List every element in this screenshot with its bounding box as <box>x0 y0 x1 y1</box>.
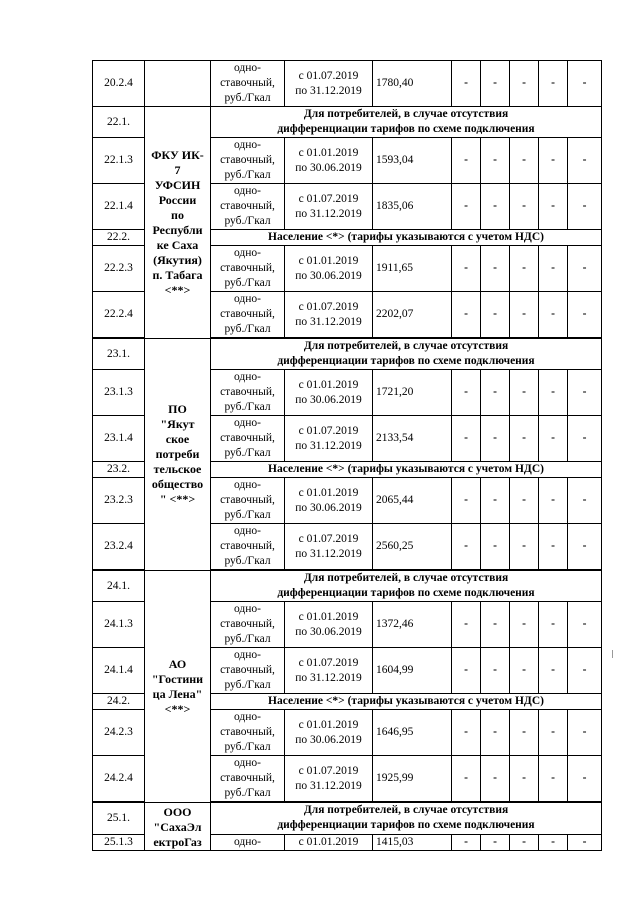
tariff-value: 1593,04 <box>373 138 452 184</box>
dash-cell: - <box>481 710 510 756</box>
row-number: 24.2. <box>93 694 145 710</box>
dash-cell: - <box>452 602 481 648</box>
period-cell: с 01.07.2019 по 31.12.2019 <box>285 292 373 338</box>
unit-cell: одно- ставочный, руб./Гкал <box>211 246 285 292</box>
unit-cell: одно- <box>211 834 285 850</box>
period-cell: с 01.07.2019 по 31.12.2019 <box>285 756 373 802</box>
dash-cell: - <box>510 478 539 524</box>
unit-cell: одно- ставочный, руб./Гкал <box>211 370 285 416</box>
section-heading: Население <*> (тарифы указываются с учетом НДС) <box>211 462 602 478</box>
dash-cell: - <box>510 138 539 184</box>
org-name-ao: АО "Гостини ца Лена" <**> <box>145 571 211 803</box>
dash-cell: - <box>568 61 602 107</box>
section-heading: Население <*> (тарифы указываются с учетом НДС) <box>211 694 602 710</box>
period-cell: с 01.07.2019 по 31.12.2019 <box>285 648 373 694</box>
unit-cell: одно- ставочный, руб./Гкал <box>211 138 285 184</box>
dash-cell: - <box>568 416 602 462</box>
section-heading: Население <*> (тарифы указываются с учетом НДС) <box>211 230 602 246</box>
dash-cell: - <box>452 61 481 107</box>
row-number: 22.1.3 <box>93 138 145 184</box>
dash-cell: - <box>452 478 481 524</box>
dash-cell: - <box>481 416 510 462</box>
section-heading: Для потребителей, в случае отсутствия дифференциации тарифов по схеме подключения <box>211 107 602 138</box>
dash-cell: - <box>539 524 568 570</box>
row-number: 24.2.3 <box>93 710 145 756</box>
dash-cell: - <box>481 138 510 184</box>
dash-cell: - <box>539 416 568 462</box>
tariff-value: 1925,99 <box>373 756 452 802</box>
dash-cell: - <box>568 246 602 292</box>
section-row <box>93 339 602 370</box>
dash-cell: - <box>568 524 602 570</box>
dash-cell: - <box>481 834 510 850</box>
row-number: 23.2.3 <box>93 478 145 524</box>
section-heading: Для потребителей, в случае отсутствия дифференциации тарифов по схеме подключения <box>211 571 602 602</box>
tariff-value: 2133,54 <box>373 416 452 462</box>
tariff-value: 2560,25 <box>373 524 452 570</box>
dash-cell: - <box>568 648 602 694</box>
tariff-value: 1646,95 <box>373 710 452 756</box>
unit-cell: одно- ставочный, руб./Гкал <box>211 61 285 107</box>
row-number: 22.2. <box>93 230 145 246</box>
dash-cell: - <box>481 478 510 524</box>
period-cell: с 01.07.2019 по 31.12.2019 <box>285 524 373 570</box>
unit-cell: одно- ставочный, руб./Гкал <box>211 756 285 802</box>
row-number: 24.1.3 <box>93 602 145 648</box>
org-cell-empty <box>145 61 211 107</box>
dash-cell: - <box>539 292 568 338</box>
dash-cell: - <box>452 524 481 570</box>
tariff-value: 1604,99 <box>373 648 452 694</box>
dash-cell: - <box>510 246 539 292</box>
dash-cell: - <box>568 602 602 648</box>
dash-cell: - <box>510 184 539 230</box>
dash-cell: - <box>539 478 568 524</box>
period-cell: с 01.07.2019 по 31.12.2019 <box>285 61 373 107</box>
dash-cell: - <box>539 834 568 850</box>
row-number: 23.2.4 <box>93 524 145 570</box>
table-row <box>93 61 602 107</box>
org-name-po: ПО "Якут ское потреби тельское общество " <**> <box>145 339 211 571</box>
dash-cell: - <box>568 834 602 850</box>
tariff-value: 1780,40 <box>373 61 452 107</box>
row-number: 22.1.4 <box>93 184 145 230</box>
org-name-fku: ФКУ ИК- 7 УФСИН России по Республи ке Саха (Якутия) п. Табага <**> <box>145 107 211 339</box>
period-cell: с 01.07.2019 по 31.12.2019 <box>285 416 373 462</box>
dash-cell: - <box>539 602 568 648</box>
dash-cell: - <box>452 184 481 230</box>
dash-cell: - <box>510 370 539 416</box>
unit-cell: одно- ставочный, руб./Гкал <box>211 416 285 462</box>
dash-cell: - <box>452 370 481 416</box>
tariff-table <box>92 60 602 851</box>
tariff-value: 1415,03 <box>373 834 452 850</box>
dash-cell: - <box>481 602 510 648</box>
unit-cell: одно- ставочный, руб./Гкал <box>211 524 285 570</box>
period-cell: с 01.07.2019 по 31.12.2019 <box>285 184 373 230</box>
dash-cell: - <box>452 710 481 756</box>
row-number: 23.1.4 <box>93 416 145 462</box>
unit-cell: одно- ставочный, руб./Гкал <box>211 478 285 524</box>
dash-cell: - <box>452 756 481 802</box>
section-row <box>93 571 602 602</box>
dash-cell: - <box>568 710 602 756</box>
tariff-value: 2202,07 <box>373 292 452 338</box>
period-cell: с 01.01.2019 по 30.06.2019 <box>285 138 373 184</box>
dash-cell: - <box>510 524 539 570</box>
unit-cell: одно- ставочный, руб./Гкал <box>211 292 285 338</box>
row-number: 23.1.3 <box>93 370 145 416</box>
row-number: 22.1. <box>93 107 145 138</box>
dash-cell: - <box>510 602 539 648</box>
dash-cell: - <box>481 292 510 338</box>
dash-cell: - <box>510 416 539 462</box>
scan-artifact <box>612 650 613 658</box>
row-number: 25.1. <box>93 803 145 835</box>
org-name-ooo: ООО "СахаЭл ектроГаз <box>145 803 211 851</box>
unit-cell: одно- ставочный, руб./Гкал <box>211 648 285 694</box>
dash-cell: - <box>539 370 568 416</box>
row-number: 20.2.4 <box>93 61 145 107</box>
dash-cell: - <box>481 61 510 107</box>
dash-cell: - <box>452 138 481 184</box>
dash-cell: - <box>481 246 510 292</box>
row-number: 25.1.3 <box>93 834 145 850</box>
row-number: 24.1.4 <box>93 648 145 694</box>
period-cell: с 01.01.2019 по 30.06.2019 <box>285 602 373 648</box>
tariff-value: 2065,44 <box>373 478 452 524</box>
dash-cell: - <box>568 478 602 524</box>
dash-cell: - <box>568 184 602 230</box>
row-number: 22.2.4 <box>93 292 145 338</box>
section-row <box>93 107 602 138</box>
row-number: 23.1. <box>93 339 145 370</box>
dash-cell: - <box>568 292 602 338</box>
dash-cell: - <box>568 756 602 802</box>
period-cell: с 01.01.2019 по 30.06.2019 <box>285 246 373 292</box>
dash-cell: - <box>539 648 568 694</box>
dash-cell: - <box>539 184 568 230</box>
period-cell: с 01.01.2019 по 30.06.2019 <box>285 478 373 524</box>
dash-cell: - <box>568 370 602 416</box>
tariff-value: 1372,46 <box>373 602 452 648</box>
dash-cell: - <box>539 756 568 802</box>
section-heading: Для потребителей, в случае отсутствия дифференциации тарифов по схеме подключения <box>211 803 602 835</box>
dash-cell: - <box>452 246 481 292</box>
unit-cell: одно- ставочный, руб./Гкал <box>211 184 285 230</box>
tariff-value: 1721,20 <box>373 370 452 416</box>
dash-cell: - <box>510 648 539 694</box>
dash-cell: - <box>568 138 602 184</box>
dash-cell: - <box>452 834 481 850</box>
section-heading: Для потребителей, в случае отсутствия дифференциации тарифов по схеме подключения <box>211 339 602 370</box>
dash-cell: - <box>452 648 481 694</box>
tariff-value: 1835,06 <box>373 184 452 230</box>
unit-cell: одно- ставочный, руб./Гкал <box>211 710 285 756</box>
dash-cell: - <box>452 292 481 338</box>
period-cell: с 01.01.2019 по 30.06.2019 <box>285 710 373 756</box>
dash-cell: - <box>510 710 539 756</box>
unit-cell: одно- ставочный, руб./Гкал <box>211 602 285 648</box>
period-cell: с 01.01.2019 по 30.06.2019 <box>285 370 373 416</box>
row-number: 23.2. <box>93 462 145 478</box>
dash-cell: - <box>481 370 510 416</box>
row-number: 22.2.3 <box>93 246 145 292</box>
dash-cell: - <box>539 138 568 184</box>
period-cell: с 01.01.2019 <box>285 834 373 850</box>
section-row <box>93 803 602 835</box>
tariff-value: 1911,65 <box>373 246 452 292</box>
row-number: 24.1. <box>93 571 145 602</box>
dash-cell: - <box>539 246 568 292</box>
dash-cell: - <box>539 710 568 756</box>
row-number: 24.2.4 <box>93 756 145 802</box>
dash-cell: - <box>481 648 510 694</box>
dash-cell: - <box>510 756 539 802</box>
dash-cell: - <box>481 524 510 570</box>
dash-cell: - <box>510 834 539 850</box>
dash-cell: - <box>539 61 568 107</box>
dash-cell: - <box>510 61 539 107</box>
dash-cell: - <box>510 292 539 338</box>
dash-cell: - <box>481 184 510 230</box>
dash-cell: - <box>481 756 510 802</box>
dash-cell: - <box>452 416 481 462</box>
